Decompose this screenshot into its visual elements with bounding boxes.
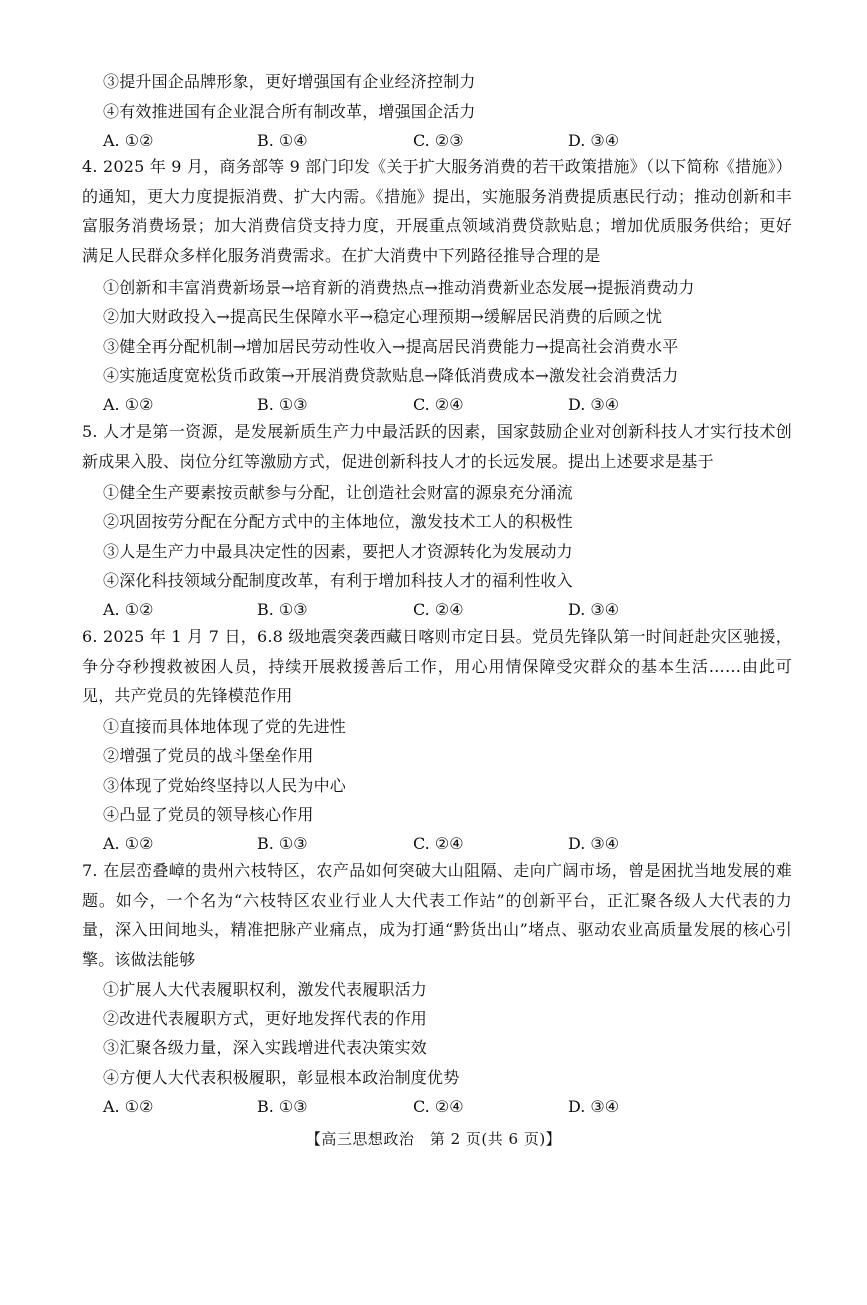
q6-item-2: ②增强了党员的战斗堡垒作用 [103, 746, 314, 765]
option-c[interactable]: C. ②④ [413, 395, 464, 414]
option-d[interactable]: D. ③④ [568, 395, 620, 414]
q4-stem: 4. 2025 年 9 月，商务部等 9 部门印发《关于扩大服务消费的若干政策措施》（以下简称《措施》）的通知，更大力度提振消费、扩大内需。《措施》提出，实施服务消费提质惠民行动；推动创新和丰富服务消费场景；加大消费信贷支持力度，开展重点领域消费贷款贴息；增加优质服务供给；更好满足人民群众多样化服务消费需求。在扩大消费中下列路径推导合理的是 [82, 157, 792, 265]
q4-item-4: ④实施适度宽松货币政策→开展消费贷款贴息→降低消费成本→激发社会消费活力 [103, 366, 679, 385]
option-d[interactable]: D. ③④ [568, 834, 620, 853]
option-b[interactable]: B. ①③ [257, 395, 308, 414]
option-c[interactable]: C. ②③ [413, 131, 464, 150]
q3-options [103, 130, 723, 152]
q6-stem: 6. 2025 年 1 月 7 日，6.8 级地震突袭西藏日喀则市定日县。党员先锋队第一时间赶赴灾区驰援，争分夺秒搜救被困人员，持续开展救援善后工作，用心用情保障受灾群众的基本生活……由此可见，共产党员的先锋模范作用 [82, 627, 792, 705]
option-d[interactable]: D. ③④ [568, 1097, 620, 1116]
option-a[interactable]: A. ①② [103, 834, 154, 853]
page-footer: 【高三思想政治 第 2 页(共 6 页)】 [305, 1130, 562, 1148]
q7-item-4: ④方便人大代表积极履职，彰显根本政治制度优势 [103, 1068, 460, 1087]
option-b[interactable]: B. ①③ [257, 600, 308, 619]
option-d[interactable]: D. ③④ [568, 131, 620, 150]
q4-item-3: ③健全再分配机制→增加居民劳动性收入→提高居民消费能力→提高社会消费水平 [103, 337, 679, 356]
q6-options [103, 833, 723, 855]
q4-item-1: ①创新和丰富消费新场景→培育新的消费热点→推动消费新业态发展→提振消费动力 [103, 278, 695, 297]
q6-item-1: ①直接而具体地体现了党的先进性 [103, 717, 347, 736]
option-c[interactable]: C. ②④ [413, 1097, 464, 1116]
option-a[interactable]: A. ①② [103, 1097, 154, 1116]
q7-options [103, 1096, 723, 1118]
q7-item-3: ③汇聚各级力量，深入实践增进代表决策实效 [103, 1038, 428, 1057]
option-a[interactable]: A. ①② [103, 395, 154, 414]
q6-item-4: ④凸显了党员的领导核心作用 [103, 805, 314, 824]
option-a[interactable]: A. ①② [103, 600, 154, 619]
q4-options [103, 394, 723, 416]
option-b[interactable]: B. ①③ [257, 834, 308, 853]
q7-item-1: ①扩展人大代表履职权利，激发代表履职活力 [103, 980, 428, 999]
option-c[interactable]: C. ②④ [413, 834, 464, 853]
option-a[interactable]: A. ①② [103, 131, 154, 150]
q3-item-3: ③提升国企品牌形象，更好增强国有企业经济控制力 [103, 72, 476, 91]
option-b[interactable]: B. ①③ [257, 1097, 308, 1116]
option-d[interactable]: D. ③④ [568, 600, 620, 619]
q5-item-1: ①健全生产要素按贡献参与分配，让创造社会财富的源泉充分涌流 [103, 483, 573, 502]
q5-stem: 5. 人才是第一资源，是发展新质生产力中最活跃的因素，国家鼓励企业对创新科技人才实行技术创新成果入股、岗位分红等激励方式，促进创新科技人才的长远发展。提出上述要求是基于 [82, 422, 792, 471]
q7-stem: 7. 在层峦叠嶂的贵州六枝特区，农产品如何突破大山阻隔、走向广阔市场，曾是困扰当地发展的难题。如今，一个名为“六枝特区农业行业人大代表工作站”的创新平台，正汇聚各级人大代表的力量，深入田间地头，精准把脉产业痛点，成为打通“黔货出山”堵点、驱动农业高质量发展的核心引擎。该做法能够 [82, 861, 792, 969]
q3-item-4: ④有效推进国有企业混合所有制改革，增强国企活力 [103, 102, 476, 121]
q5-options [103, 599, 723, 621]
q5-item-2: ②巩固按劳分配在分配方式中的主体地位，激发技术工人的积极性 [103, 512, 573, 531]
q4-item-2: ②加大财政投入→提高民生保障水平→稳定心理预期→缓解居民消费的后顾之忧 [103, 307, 663, 326]
option-b[interactable]: B. ①④ [257, 131, 308, 150]
option-c[interactable]: C. ②④ [413, 600, 464, 619]
q6-item-3: ③体现了党始终坚持以人民为中心 [103, 776, 347, 795]
q7-item-2: ②改进代表履职方式，更好地发挥代表的作用 [103, 1009, 428, 1028]
q5-item-4: ④深化科技领域分配制度改革，有利于增加科技人才的福利性收入 [103, 571, 573, 590]
q5-item-3: ③人是生产力中最具决定性的因素，要把人才资源转化为发展动力 [103, 542, 573, 561]
